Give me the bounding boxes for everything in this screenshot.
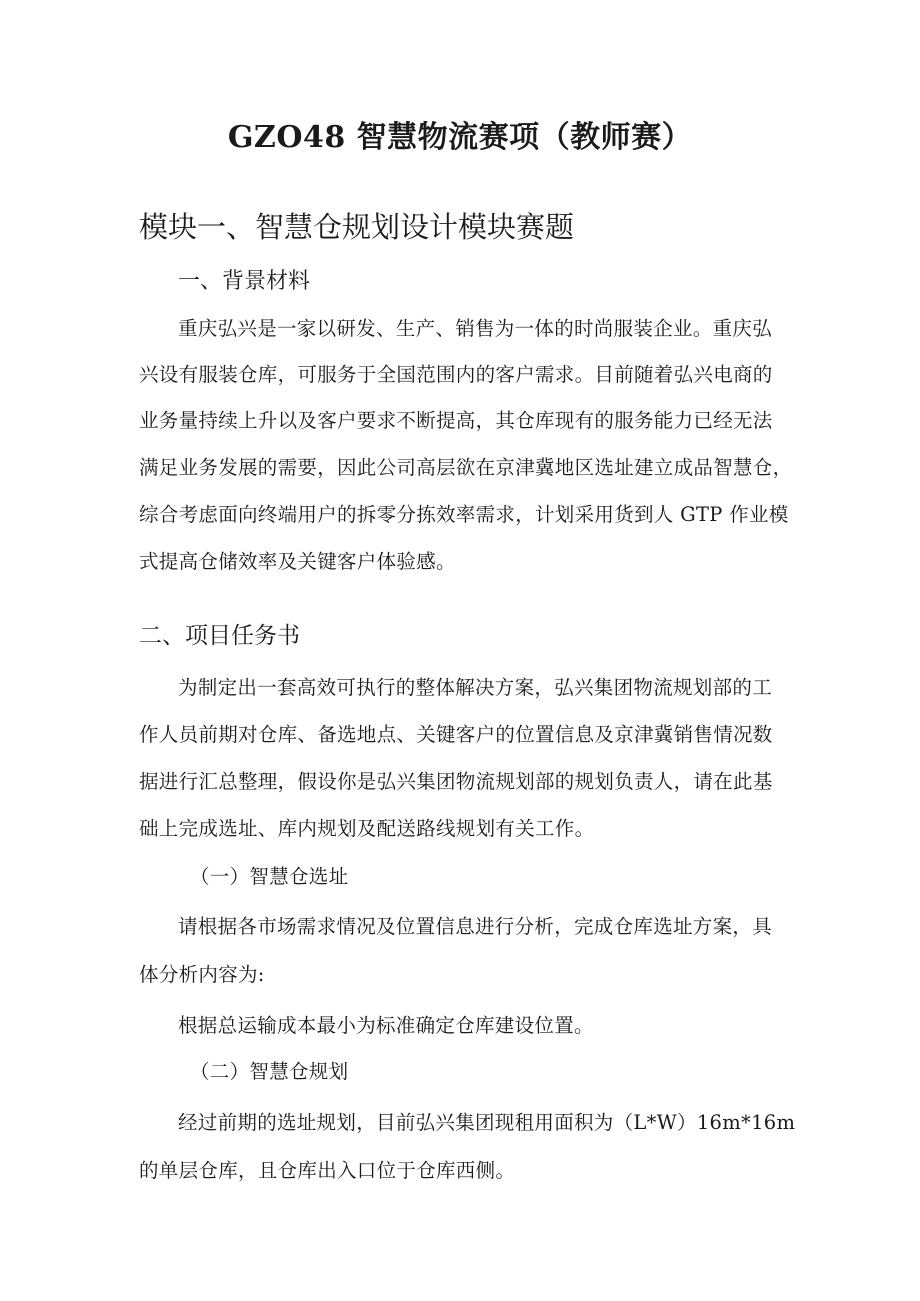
paragraph-line: 业务量持续上升以及客户要求不断提高，其仓库现有的服务能力已经无法 [139,409,773,432]
section-heading-task-book: 二、项目任务书 [139,623,300,649]
paragraph-line: 为制定出一套高效可执行的整体解决方案，弘兴集团物流规划部的工 [178,676,773,699]
subsection-heading-warehouse-planning: （二）智慧仓规划 [190,1060,349,1083]
document-title: GZO48 智慧物流赛项（教师赛） [227,120,693,155]
module-heading: 模块一、智慧仓规划设计模块赛题 [139,210,575,244]
paragraph-line: 的单层仓库，且仓库出入口位于仓库西侧。 [139,1159,516,1182]
section-heading-background: 一、背景材料 [178,269,311,294]
paragraph-line: 体分析内容为: [139,963,265,986]
subsection-heading-site-selection: （一）智慧仓选址 [190,865,349,888]
paragraph-line: 式提高仓储效率及关键客户体验感。 [139,550,456,573]
paragraph-line: 兴设有服装仓库，可服务于全国范围内的客户需求。目前随着弘兴电商的 [139,363,773,386]
paragraph-line: 经过前期的选址规划，目前弘兴集团现租用面积为（L*W）16m*16m [178,1111,796,1134]
paragraph-line: 综合考虑面向终端用户的拆零分拣效率需求，计划采用货到人 GTP 作业模 [139,503,789,526]
paragraph-line: 础上完成选址、库内规划及配送路线规划有关工作。 [139,817,595,840]
paragraph-line: 根据总运输成本最小为标准确定仓库建设位置。 [178,1014,594,1037]
paragraph-line: 重庆弘兴是一家以研发、生产、销售为一体的时尚服装企业。重庆弘 [178,317,773,340]
paragraph-line: 据进行汇总整理，假设你是弘兴集团物流规划部的规划负责人，请在此基 [139,770,773,793]
paragraph-line: 作人员前期对仓库、备选地点、关键客户的位置信息及京津冀销售情况数 [139,723,773,746]
paragraph-line: 满足业务发展的需要，因此公司高层欲在京津冀地区选址建立成品智慧仓， [139,456,793,479]
paragraph-line: 请根据各市场需求情况及位置信息进行分析，完成仓库选址方案，具 [178,915,773,938]
